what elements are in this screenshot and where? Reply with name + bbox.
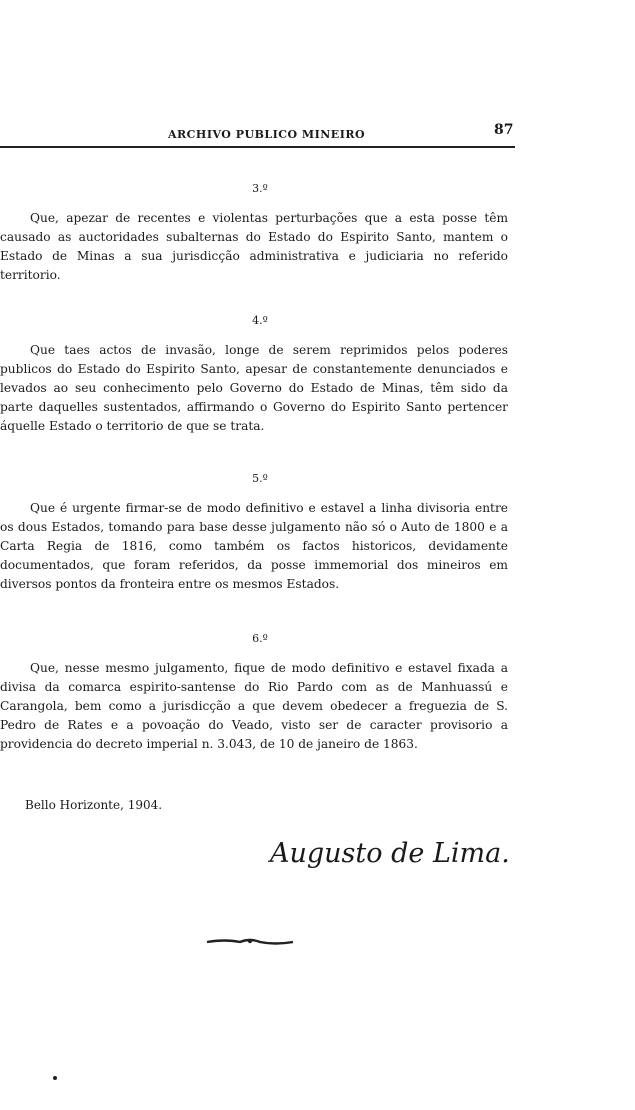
page-number: 87 (494, 122, 514, 138)
section-3 (0, 182, 520, 285)
section-5 (0, 472, 520, 594)
section-paragraph: Que, nesse mesmo julgamento, fique de modo definitivo e estavel fixada a divisa da comarca espirito-santense do Rio Pardo com as de Manhuassú e Carangola, bem como a jurisdicção a que devem obedecer a freguezia de S. Pedro de Rates e a povoação do Veado, visto ser de caracter provisorio a providencia do decreto imperial n. 3.043, de 10 de janeiro de 1863. (0, 661, 508, 751)
section-number: 6.º (252, 632, 268, 645)
ornament-divider (205, 937, 295, 947)
section-number: 3.º (252, 182, 268, 195)
section-4 (0, 314, 520, 436)
section-number: 4.º (252, 314, 268, 327)
signature: Augusto de Lima. (270, 838, 510, 869)
header-rule (0, 146, 515, 148)
running-header (0, 118, 520, 154)
section-paragraph: Que, apezar de recentes e violentas perturbações que a esta posse têm causado as auctoridades subalternas do Estado do Espirito Santo, mantem o Estado de Minas a sua jurisdicção administrativa e judiciaria no referido territorio. (0, 211, 508, 282)
section-paragraph: Que taes actos de invasão, longe de serem reprimidos pelos poderes publicos do Estado do Espirito Santo, apesar de constantemente denunciados e levados ao seu conhecimento pelo Governo do Estado de Minas, têm sido da parte daquelles sustentados, affirmando o Governo do Espirito Santo pertencer áquelle Estado o territorio de que se trata. (0, 343, 508, 433)
header-title: ARCHIVO PUBLICO MINEIRO (168, 128, 366, 141)
closing-date: Bello Horizonte, 1904. (25, 798, 163, 812)
section-6 (0, 632, 520, 754)
section-paragraph: Que é urgente firmar-se de modo definitivo e estavel a linha divisoria entre os dous Estados, tomando para base desse julgamento não só o Auto de 1800 e a Carta Regia de 1816, como também os factos historicos, devidamente documentados, que foram referidos, da posse immemorial dos mineiros em diversos pontos da fronteira entre os mesmos Estados. (0, 501, 508, 591)
section-number: 5.º (252, 472, 268, 485)
stray-mark (53, 1076, 57, 1080)
